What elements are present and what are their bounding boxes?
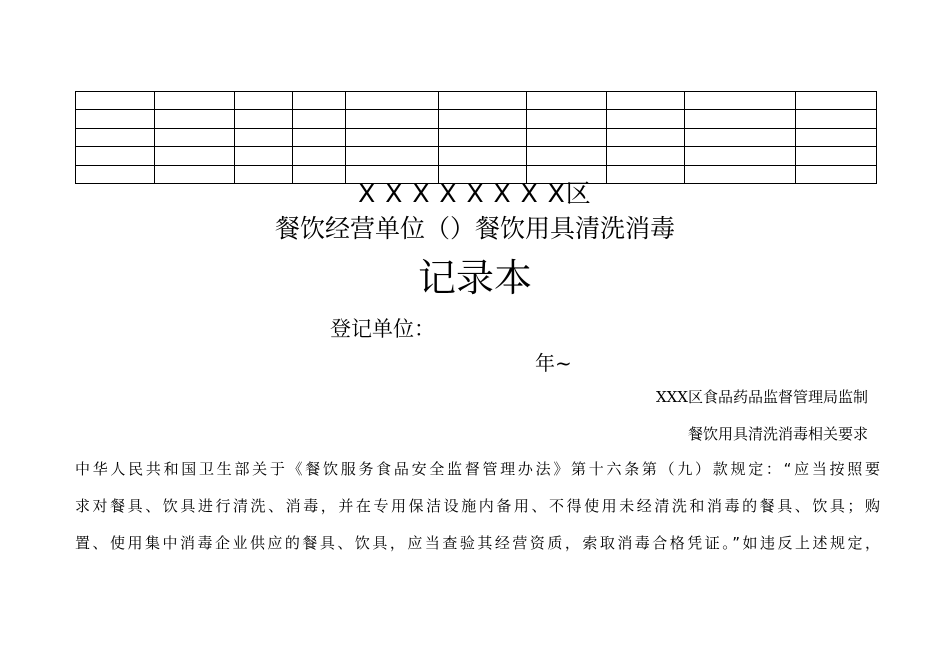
cover-subtitle: 餐饮经营单位（）餐饮用具清洗消毒	[274, 214, 675, 243]
table-row	[76, 110, 877, 128]
blank-record-table	[75, 91, 877, 184]
table-row	[76, 147, 877, 165]
district-heading: X X X X X X X X区	[358, 179, 592, 208]
table-row	[76, 128, 877, 146]
requirements-text-line: 求对餐具、饮具进行清洗、消毒，并在专用保洁设施内备用、不得使用未经清洗和消毒的餐具、饮具；购	[75, 497, 880, 515]
table-row	[76, 92, 877, 110]
requirements-title: 餐饮用具清洗消毒相关要求	[687, 425, 868, 443]
issuer-line: XXX区食品药品监督管理局监制	[655, 388, 868, 406]
requirements-text-line: 中华人民共和国卫生部关于《餐饮服务食品安全监督管理办法》第十六条第（九）款规定：“应当按照要	[75, 460, 880, 478]
registration-unit-label: 登记单位：	[330, 317, 435, 341]
page-title: 记录本	[417, 256, 532, 300]
year-label: 年~	[535, 351, 572, 375]
requirements-text-line: 置、使用集中消毒企业供应的餐具、饮具，应当查验其经营资质，索取消毒合格凭证。”如违反上述规定，	[75, 534, 880, 552]
